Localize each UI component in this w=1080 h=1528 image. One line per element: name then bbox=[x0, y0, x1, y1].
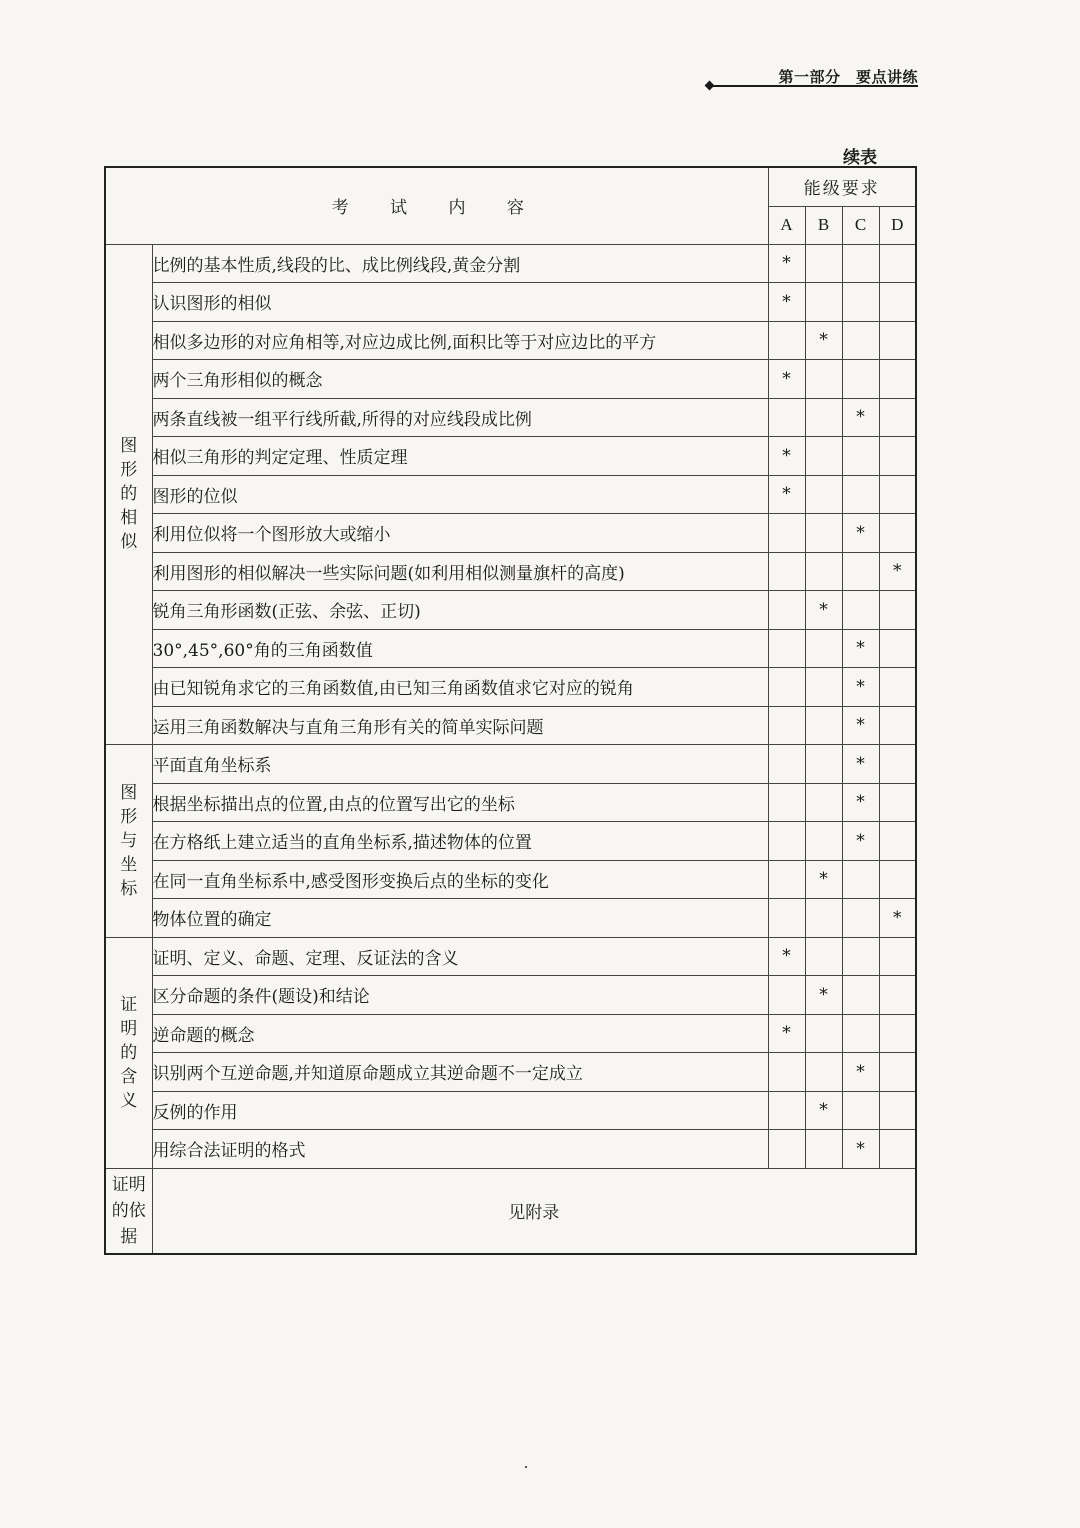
table-title: 考 试 内 容 bbox=[105, 167, 768, 244]
table-row bbox=[105, 745, 916, 784]
table-row bbox=[105, 899, 916, 938]
level-mark-cell bbox=[805, 822, 842, 861]
level-mark-cell bbox=[842, 244, 879, 283]
content-cell: 锐角三角形函数(正弦、余弦、正切) bbox=[152, 591, 768, 630]
content-cell: 图形的位似 bbox=[152, 475, 768, 514]
level-mark-cell bbox=[842, 437, 879, 476]
content-cell: 比例的基本性质,线段的比、成比例线段,黄金分割 bbox=[152, 244, 768, 283]
level-mark-cell bbox=[879, 822, 916, 861]
content-cell: 在方格纸上建立适当的直角坐标系,描述物体的位置 bbox=[152, 822, 768, 861]
table-row bbox=[105, 1168, 916, 1254]
table-row bbox=[105, 1130, 916, 1169]
level-mark-cell bbox=[879, 745, 916, 784]
level-mark-cell bbox=[768, 668, 805, 707]
level-mark-cell bbox=[805, 437, 842, 476]
level-mark-cell bbox=[879, 706, 916, 745]
level-mark-cell bbox=[805, 283, 842, 322]
level-mark-cell bbox=[768, 706, 805, 745]
level-mark-cell bbox=[842, 937, 879, 976]
level-mark-cell bbox=[879, 976, 916, 1015]
table-row bbox=[105, 244, 916, 283]
content-cell: 由已知锐角求它的三角函数值,由已知三角函数值求它对应的锐角 bbox=[152, 668, 768, 707]
level-mark-cell bbox=[879, 321, 916, 360]
category-label: 图形与坐标 bbox=[120, 782, 138, 899]
content-cell: 两条直线被一组平行线所截,所得的对应线段成比例 bbox=[152, 398, 768, 437]
level-mark-cell bbox=[879, 783, 916, 822]
table-row bbox=[105, 822, 916, 861]
content-cell: 识别两个互逆命题,并知道原命题成立其逆命题不一定成立 bbox=[152, 1053, 768, 1092]
level-column-header: D bbox=[879, 206, 916, 244]
level-mark-cell bbox=[879, 591, 916, 630]
level-mark-cell bbox=[879, 1091, 916, 1130]
level-mark-cell bbox=[879, 283, 916, 322]
table-row bbox=[105, 1053, 916, 1092]
content-cell: 逆命题的概念 bbox=[152, 1014, 768, 1053]
category-cell bbox=[105, 244, 152, 745]
level-mark-cell: * bbox=[805, 860, 842, 899]
level-mark-cell: * bbox=[805, 591, 842, 630]
level-mark-cell bbox=[805, 1130, 842, 1169]
level-mark-cell: * bbox=[805, 1091, 842, 1130]
level-mark-cell bbox=[805, 552, 842, 591]
level-mark-cell: * bbox=[842, 822, 879, 861]
content-cell: 反例的作用 bbox=[152, 1091, 768, 1130]
level-mark-cell bbox=[879, 1053, 916, 1092]
level-mark-cell bbox=[842, 1091, 879, 1130]
category-label: 图形的相似 bbox=[120, 436, 138, 553]
level-mark-cell: * bbox=[768, 437, 805, 476]
level-mark-cell: * bbox=[768, 475, 805, 514]
level-mark-cell bbox=[805, 899, 842, 938]
content-cell: 相似多边形的对应角相等,对应边成比例,面积比等于对应边比的平方 bbox=[152, 321, 768, 360]
level-mark-cell: * bbox=[805, 321, 842, 360]
level-mark-cell bbox=[768, 552, 805, 591]
level-mark-cell bbox=[768, 321, 805, 360]
level-mark-cell bbox=[879, 937, 916, 976]
level-header: 能级要求 bbox=[768, 167, 916, 206]
content-cell: 相似三角形的判定定理、性质定理 bbox=[152, 437, 768, 476]
level-mark-cell bbox=[805, 1014, 842, 1053]
level-mark-cell bbox=[879, 860, 916, 899]
content-cell: 证明、定义、命题、定理、反证法的含义 bbox=[152, 937, 768, 976]
level-mark-cell bbox=[768, 591, 805, 630]
table-row bbox=[105, 976, 916, 1015]
content-cell: 30°,45°,60°角的三角函数值 bbox=[152, 629, 768, 668]
level-mark-cell bbox=[805, 398, 842, 437]
category-cell bbox=[105, 937, 152, 1168]
content-cell: 平面直角坐标系 bbox=[152, 745, 768, 784]
table-row bbox=[105, 321, 916, 360]
content-cell: 物体位置的确定 bbox=[152, 899, 768, 938]
table-row bbox=[105, 514, 916, 553]
table-row bbox=[105, 1014, 916, 1053]
level-mark-cell bbox=[842, 283, 879, 322]
level-mark-cell bbox=[768, 860, 805, 899]
level-mark-cell bbox=[805, 475, 842, 514]
level-mark-cell bbox=[842, 360, 879, 399]
level-mark-cell bbox=[768, 976, 805, 1015]
level-mark-cell bbox=[768, 822, 805, 861]
page-header bbox=[706, 66, 918, 92]
level-mark-cell bbox=[842, 860, 879, 899]
requirements-table bbox=[104, 166, 917, 1255]
category-label: 证明的依据 bbox=[111, 1174, 146, 1247]
level-mark-cell: * bbox=[842, 629, 879, 668]
table-row bbox=[105, 283, 916, 322]
level-mark-cell: * bbox=[805, 976, 842, 1015]
level-mark-cell: * bbox=[842, 514, 879, 553]
level-mark-cell: * bbox=[842, 1130, 879, 1169]
table-row bbox=[105, 398, 916, 437]
content-cell: 根据坐标描出点的位置,由点的位置写出它的坐标 bbox=[152, 783, 768, 822]
level-mark-cell bbox=[842, 591, 879, 630]
level-mark-cell bbox=[805, 1053, 842, 1092]
level-mark-cell bbox=[879, 244, 916, 283]
level-mark-cell: * bbox=[768, 283, 805, 322]
content-cell: 两个三角形相似的概念 bbox=[152, 360, 768, 399]
content-cell: 在同一直角坐标系中,感受图形变换后点的坐标的变化 bbox=[152, 860, 768, 899]
level-mark-cell bbox=[879, 475, 916, 514]
continued-label: 续表 bbox=[843, 148, 877, 168]
level-mark-cell bbox=[879, 1014, 916, 1053]
content-cell: 区分命题的条件(题设)和结论 bbox=[152, 976, 768, 1015]
content-cell: 利用图形的相似解决一些实际问题(如利用相似测量旗杆的高度) bbox=[152, 552, 768, 591]
content-cell: 运用三角函数解决与直角三角形有关的简单实际问题 bbox=[152, 706, 768, 745]
level-mark-cell bbox=[768, 783, 805, 822]
level-mark-cell bbox=[842, 976, 879, 1015]
level-mark-cell bbox=[842, 1014, 879, 1053]
level-mark-cell bbox=[879, 1130, 916, 1169]
level-mark-cell bbox=[805, 783, 842, 822]
level-mark-cell bbox=[805, 706, 842, 745]
level-mark-cell bbox=[768, 899, 805, 938]
level-mark-cell: * bbox=[768, 937, 805, 976]
level-mark-cell bbox=[805, 629, 842, 668]
level-mark-cell bbox=[768, 514, 805, 553]
level-mark-cell bbox=[768, 745, 805, 784]
table-row bbox=[105, 668, 916, 707]
level-mark-cell bbox=[805, 514, 842, 553]
table-row bbox=[105, 629, 916, 668]
level-mark-cell bbox=[842, 899, 879, 938]
level-mark-cell bbox=[842, 321, 879, 360]
category-cell bbox=[105, 1168, 152, 1254]
level-mark-cell bbox=[805, 360, 842, 399]
table-row bbox=[105, 783, 916, 822]
level-mark-cell bbox=[842, 475, 879, 514]
content-cell: 利用位似将一个图形放大或缩小 bbox=[152, 514, 768, 553]
level-mark-cell: * bbox=[842, 706, 879, 745]
scan-speck bbox=[525, 1466, 527, 1468]
level-mark-cell bbox=[768, 629, 805, 668]
level-mark-cell bbox=[805, 668, 842, 707]
level-mark-cell: * bbox=[842, 398, 879, 437]
level-mark-cell: * bbox=[768, 1014, 805, 1053]
level-mark-cell bbox=[768, 1130, 805, 1169]
level-mark-cell bbox=[879, 629, 916, 668]
level-column-header: B bbox=[805, 206, 842, 244]
level-mark-cell bbox=[842, 552, 879, 591]
table-row bbox=[105, 552, 916, 591]
table-row bbox=[105, 437, 916, 476]
table-row bbox=[105, 475, 916, 514]
level-mark-cell bbox=[879, 398, 916, 437]
level-column-header: C bbox=[842, 206, 879, 244]
level-mark-cell: * bbox=[842, 745, 879, 784]
level-mark-cell bbox=[805, 937, 842, 976]
table-row bbox=[105, 1091, 916, 1130]
table-row bbox=[105, 860, 916, 899]
content-cell: 用综合法证明的格式 bbox=[152, 1130, 768, 1169]
level-mark-cell bbox=[768, 398, 805, 437]
level-mark-cell bbox=[879, 668, 916, 707]
level-mark-cell bbox=[805, 745, 842, 784]
level-column-header: A bbox=[768, 206, 805, 244]
level-mark-cell: * bbox=[879, 552, 916, 591]
level-mark-cell: * bbox=[768, 360, 805, 399]
table-row bbox=[105, 706, 916, 745]
table-row bbox=[105, 591, 916, 630]
level-mark-cell: * bbox=[842, 668, 879, 707]
header-text: 第一部分 要点讲练 bbox=[778, 68, 918, 86]
level-mark-cell: * bbox=[768, 244, 805, 283]
appendix-cell: 见附录 bbox=[152, 1168, 916, 1254]
level-mark-cell bbox=[879, 360, 916, 399]
category-cell bbox=[105, 745, 152, 938]
table-row bbox=[105, 360, 916, 399]
level-mark-cell: * bbox=[842, 783, 879, 822]
level-mark-cell bbox=[768, 1091, 805, 1130]
table-row bbox=[105, 937, 916, 976]
content-cell: 认识图形的相似 bbox=[152, 283, 768, 322]
category-label: 证明的含义 bbox=[120, 994, 138, 1111]
level-mark-cell: * bbox=[879, 899, 916, 938]
level-mark-cell: * bbox=[842, 1053, 879, 1092]
level-mark-cell bbox=[768, 1053, 805, 1092]
level-mark-cell bbox=[879, 437, 916, 476]
level-mark-cell bbox=[805, 244, 842, 283]
level-mark-cell bbox=[879, 514, 916, 553]
